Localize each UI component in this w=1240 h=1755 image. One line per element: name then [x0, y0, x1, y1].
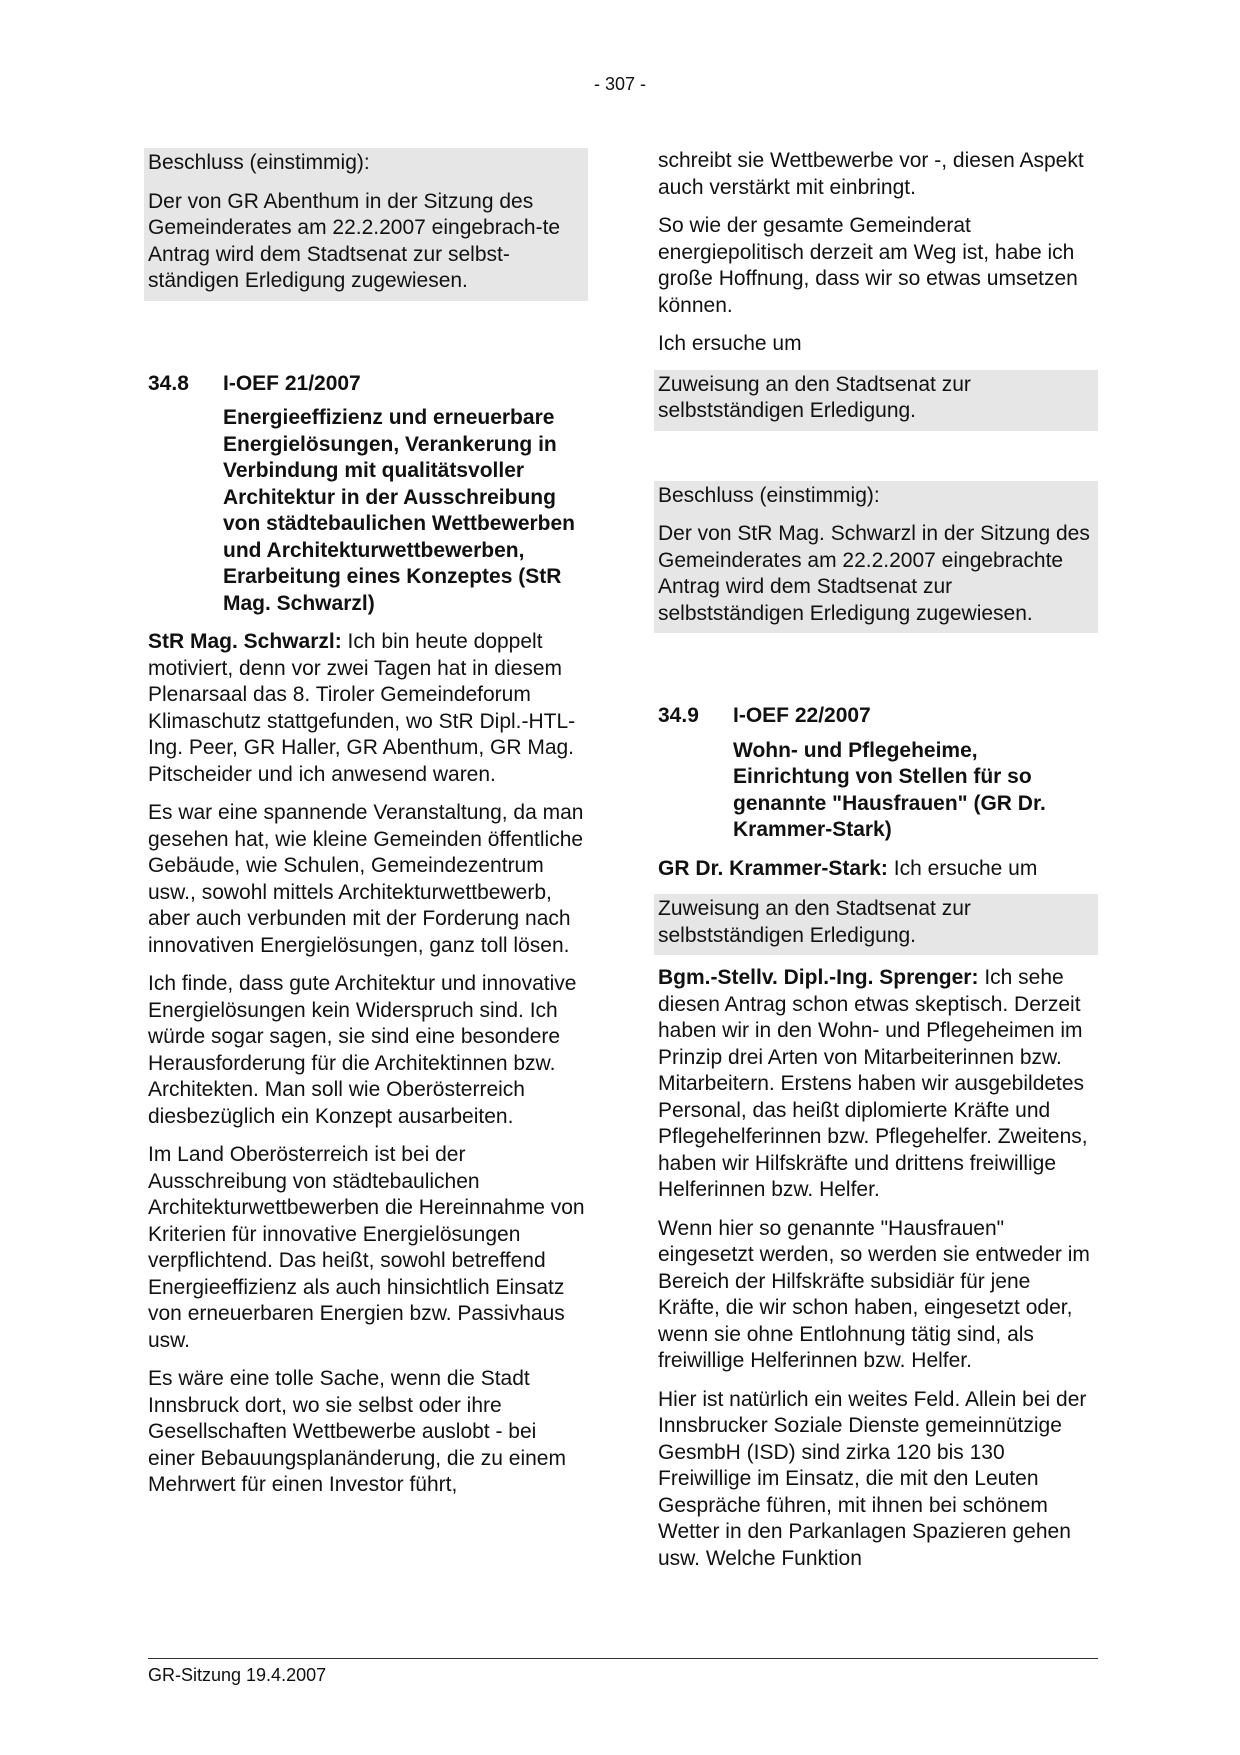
paragraph: schreibt sie Wettbewerbe vor -, diesen Aspekt auch verstärkt mit einbringt.: [658, 149, 1084, 199]
item-title: Wohn- und Pflegeheime, Einrichtung von Stellen für so genannte "Hausfrauen" (GR Dr. Krammer-Stark): [733, 738, 1046, 841]
resolution-box: [144, 148, 588, 301]
resolution-text: Der von GR Abenthum in der Sitzung des Gemeinderates am 22.2.2007 eingebrach-te Antrag wird dem Stadtsenat zur selbst-ständigen Erledigung zugewiesen.: [148, 189, 561, 292]
paragraph: Es wäre eine tolle Sache, wenn die Stadt Innsbruck dort, wo sie selbst oder ihre Gesellschaften Wettbewerbe auslobt - bei einer Bebauungsplanänderung, die zu einem Mehrwert für einen Investor führt,: [148, 1367, 566, 1496]
item-number: 34.8: [148, 371, 189, 395]
paragraph: Wenn hier so genannte "Hausfrauen" eingesetzt werden, so werden sie entweder im Bereich der Hilfskräfte subsidiär für jene Kräfte, die wir schon haben, eingesetzt oder, wenn sie ohne Entlohnung tätig sind, als freiwillige Helferinnen bzw. Helfer.: [658, 1216, 1090, 1372]
item-number: 34.9: [658, 704, 699, 727]
speech-paragraph: [658, 965, 1098, 1204]
speaker-name: GR Dr. Krammer-Stark:: [658, 856, 888, 880]
resolution-box: [654, 481, 1098, 634]
speaker-name: StR Mag. Schwarzl:: [148, 630, 342, 653]
paragraph: So wie der gesamte Gemeinderat energiepolitisch derzeit am Weg ist, habe ich große Hoffnung, dass wir so etwas umsetzen können.: [658, 214, 1078, 317]
request-text: Zuweisung an den Stadtsenat zur selbstständigen Erledigung.: [658, 897, 971, 947]
speech-text: Ich sehe diesen Antrag schon etwas skeptisch. Derzeit haben wir in den Wohn- und Pflegeheimen im Prinzip drei Arten von Mitarbeiterinnen bzw. Mitarbeitern. Erstens haben wir ausgebildetes Personal, das heißt diplomierte Kräfte und Pflegehelferinnen bzw. Pflegehelfer. Zweitens, haben wir Hilfskräfte und drittens freiwillige Helferinnen bzw. Helfer.: [658, 966, 1088, 1201]
item-heading: [658, 703, 1098, 730]
speech-text: Ich ersuche um: [893, 856, 1038, 880]
request-box: [654, 370, 1098, 431]
item-title: Energieeffizienz und erneuerbare Energielösungen, Verankerung in Verbindung mit qualitätsvoller Architektur in der Ausschreibung von städtebaulichen Wettbewerben und Architekturwettbewerben, Erarbeitung eines Konzeptes (StR Mag. Schwarzl): [223, 406, 576, 615]
resolution-text: Der von StR Mag. Schwarzl in der Sitzung des Gemeinderates am 22.2.2007 eingebrachte Antrag wird dem Stadtsenat zur selbstständigen Erledigung zugewiesen.: [658, 522, 1090, 625]
page-number: - 307 -: [593, 74, 647, 94]
item-code: I-OEF 21/2007: [223, 371, 361, 395]
speech-text: Ich bin heute doppelt motiviert, denn vor zwei Tagen hat in diesem Plenarsaal das 8. Tiroler Gemeindeforum Klimaschutz stattgefunden, wo StR Dipl.-HTL-Ing. Peer, GR Haller, GR Abenthum, GR Mag. Pitscheider und ich anwesend waren.: [148, 630, 576, 786]
speaker-name: Bgm.-Stellv. Dipl.-Ing. Sprenger:: [658, 966, 979, 989]
item-heading: [148, 371, 588, 398]
footer-text: GR-Sitzung 19.4.2007: [148, 1665, 327, 1685]
paragraph: Im Land Oberösterreich ist bei der Ausschreibung von städtebaulichen Architekturwettbewerben die Hereinnahme von Kriterien für innovative Energielösungen verpflichtend. Das heißt, sowohl betreffend Energieeffizienz als auch hinsichtlich Einsatz von erneuerbaren Energien bzw. Passivhaus usw.: [148, 1143, 585, 1352]
paragraph: Hier ist natürlich ein weites Feld. Allein bei der Innsbrucker Soziale Dienste gemeinnützige GesmbH (ISD) sind zirka 120 bis 130 Freiwillige im Einsatz, die mit den Leuten Gespräche führen, mit ihnen bei schönem Wetter in den Parkanlagen Spazieren gehen usw. Welche Funktion: [658, 1387, 1087, 1570]
paragraph: Ich ersuche um: [658, 332, 802, 355]
resolution-title: Beschluss (einstimmig):: [658, 483, 880, 507]
item-code: I-OEF 22/2007: [733, 704, 871, 727]
paragraph: Es war eine spannende Veranstaltung, da man gesehen hat, wie kleine Gemeinden öffentliche Gebäude, wie Schulen, Gemeindezentrum usw., sowohl mittels Architekturwettbewerb, aber auch verbunden mit der Forderung nach innovativen Energielösungen, ganz toll lösen.: [148, 801, 584, 957]
speech-paragraph: [658, 856, 1098, 883]
speech-paragraph: [148, 629, 588, 788]
left-column: [148, 148, 588, 1511]
request-box: [654, 894, 1098, 955]
resolution-title: Beschluss (einstimmig):: [148, 151, 370, 174]
footer-divider: [148, 1658, 1098, 1659]
paragraph: Ich finde, dass gute Architektur und innovative Energielösungen kein Widerspruch sind. Ich würde sogar sagen, sie sind eine besondere Herausforderung für die Architektinnen bzw. Architekten. Man soll wie Oberösterreich diesbezüglich ein Konzept ausarbeiten.: [148, 972, 577, 1128]
request-text: Zuweisung an den Stadtsenat zur selbstständigen Erledigung.: [658, 372, 971, 422]
right-column: [658, 148, 1098, 1584]
